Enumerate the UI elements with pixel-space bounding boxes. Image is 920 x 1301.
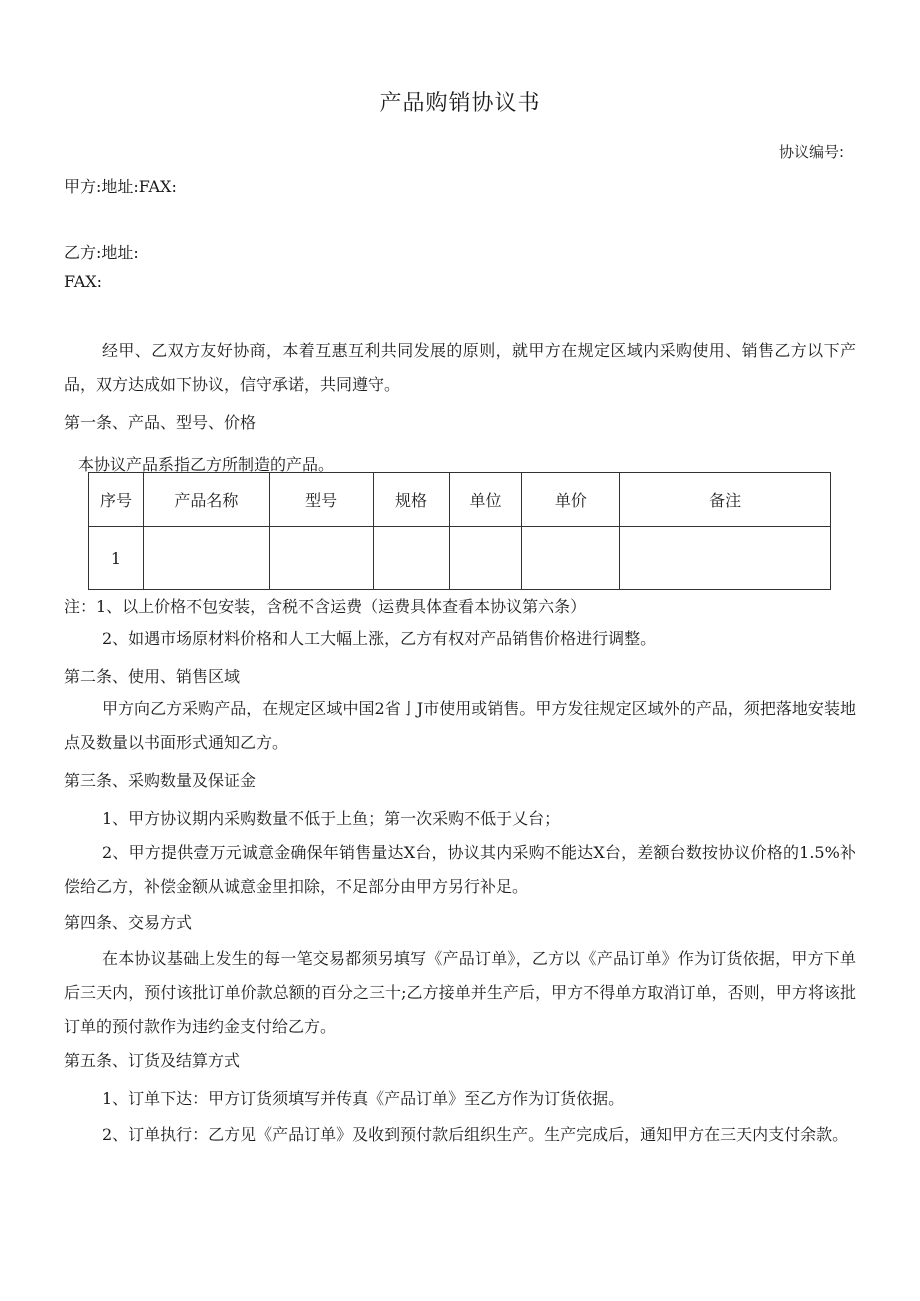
party-a-line: 甲方:地址:FAX: <box>64 177 177 196</box>
table-row <box>89 527 831 590</box>
table-cell <box>143 527 269 590</box>
agreement-number-label: 协议编号: <box>778 143 844 161</box>
table-header-cell: 单价 <box>522 473 620 527</box>
party-b-line: 乙方:地址: <box>64 243 139 262</box>
table-header-cell: 单位 <box>449 473 522 527</box>
table-header-cell: 备注 <box>620 473 831 527</box>
article5-item2: 2、订单执行：乙方见《产品订单》及收到预付款后组织生产。生产完成后，通知甲方在三天内支付余款。 <box>102 1125 849 1144</box>
article1-note1: 注：1、以上价格不包安装，含税不含运费（运费具体查看本协议第六条） <box>64 597 587 616</box>
table-header-cell: 序号 <box>89 473 144 527</box>
article1-note2: 2、如遇市场原材料价格和人工大幅上涨，乙方有权对产品销售价格进行调整。 <box>102 629 657 648</box>
table-cell <box>620 527 831 590</box>
article1-heading: 第一条、产品、型号、价格 <box>64 413 257 432</box>
table-cell <box>373 527 449 590</box>
article4-heading: 第四条、交易方式 <box>64 913 193 932</box>
table-header-cell: 规格 <box>373 473 449 527</box>
table-cell <box>449 527 522 590</box>
table-cell <box>522 527 620 590</box>
article2-text: 甲方向乙方采购产品，在规定区域中国2省亅J市使用或销售。甲方发往规定区域外的产品，须把落地安装地点及数量以书面形式通知乙方。 <box>64 699 856 752</box>
article5-item1: 1、订单下达：甲方订货须填写并传真《产品订单》至乙方作为订货依据。 <box>102 1089 625 1108</box>
table-header-row <box>89 473 831 527</box>
article5-heading: 第五条、订货及结算方式 <box>64 1051 241 1070</box>
table-cell: 1 <box>89 527 144 590</box>
party-b-fax: FAX: <box>64 272 103 291</box>
intro-paragraph: 经甲、乙双方友好协商，本着互惠互利共同发展的原则，就甲方在规定区域内采购使用、销售乙方以下产品，双方达成如下协议，信守承诺，共同遵守。 <box>64 341 856 394</box>
article2-heading: 第二条、使用、销售区域 <box>64 667 241 686</box>
table-header-cell: 型号 <box>269 473 373 527</box>
page-title: 产品购销协议书 <box>379 91 541 116</box>
article3-heading: 第三条、采购数量及保证金 <box>64 771 257 790</box>
article4-text: 在本协议基础上发生的每一笔交易都须另填写《产品订单》，乙方以《产品订单》作为订货依据，甲方下单后三天内，预付该批订单价款总额的百分之三十;乙方接单并生产后，甲方不得单方取消订单，否则，甲方将该批订单的预付款作为违约金支付给乙方。 <box>64 949 856 1036</box>
table-cell <box>269 527 373 590</box>
article3-item2: 2、甲方提供壹万元诚意金确保年销售量达X台，协议其内采购不能达X台，差额台数按协议价格的1.5%补偿给乙方，补偿金额从诚意金里扣除，不足部分由甲方另行补足。 <box>64 843 856 896</box>
product-table <box>88 472 831 590</box>
article1-intro: 本协议产品系指乙方所制造的产品。 <box>78 455 335 474</box>
table-header-cell: 产品名称 <box>143 473 269 527</box>
article3-item1: 1、甲方协议期内采购数量不低于上鱼；第一次采购不低于乂台； <box>102 809 561 828</box>
